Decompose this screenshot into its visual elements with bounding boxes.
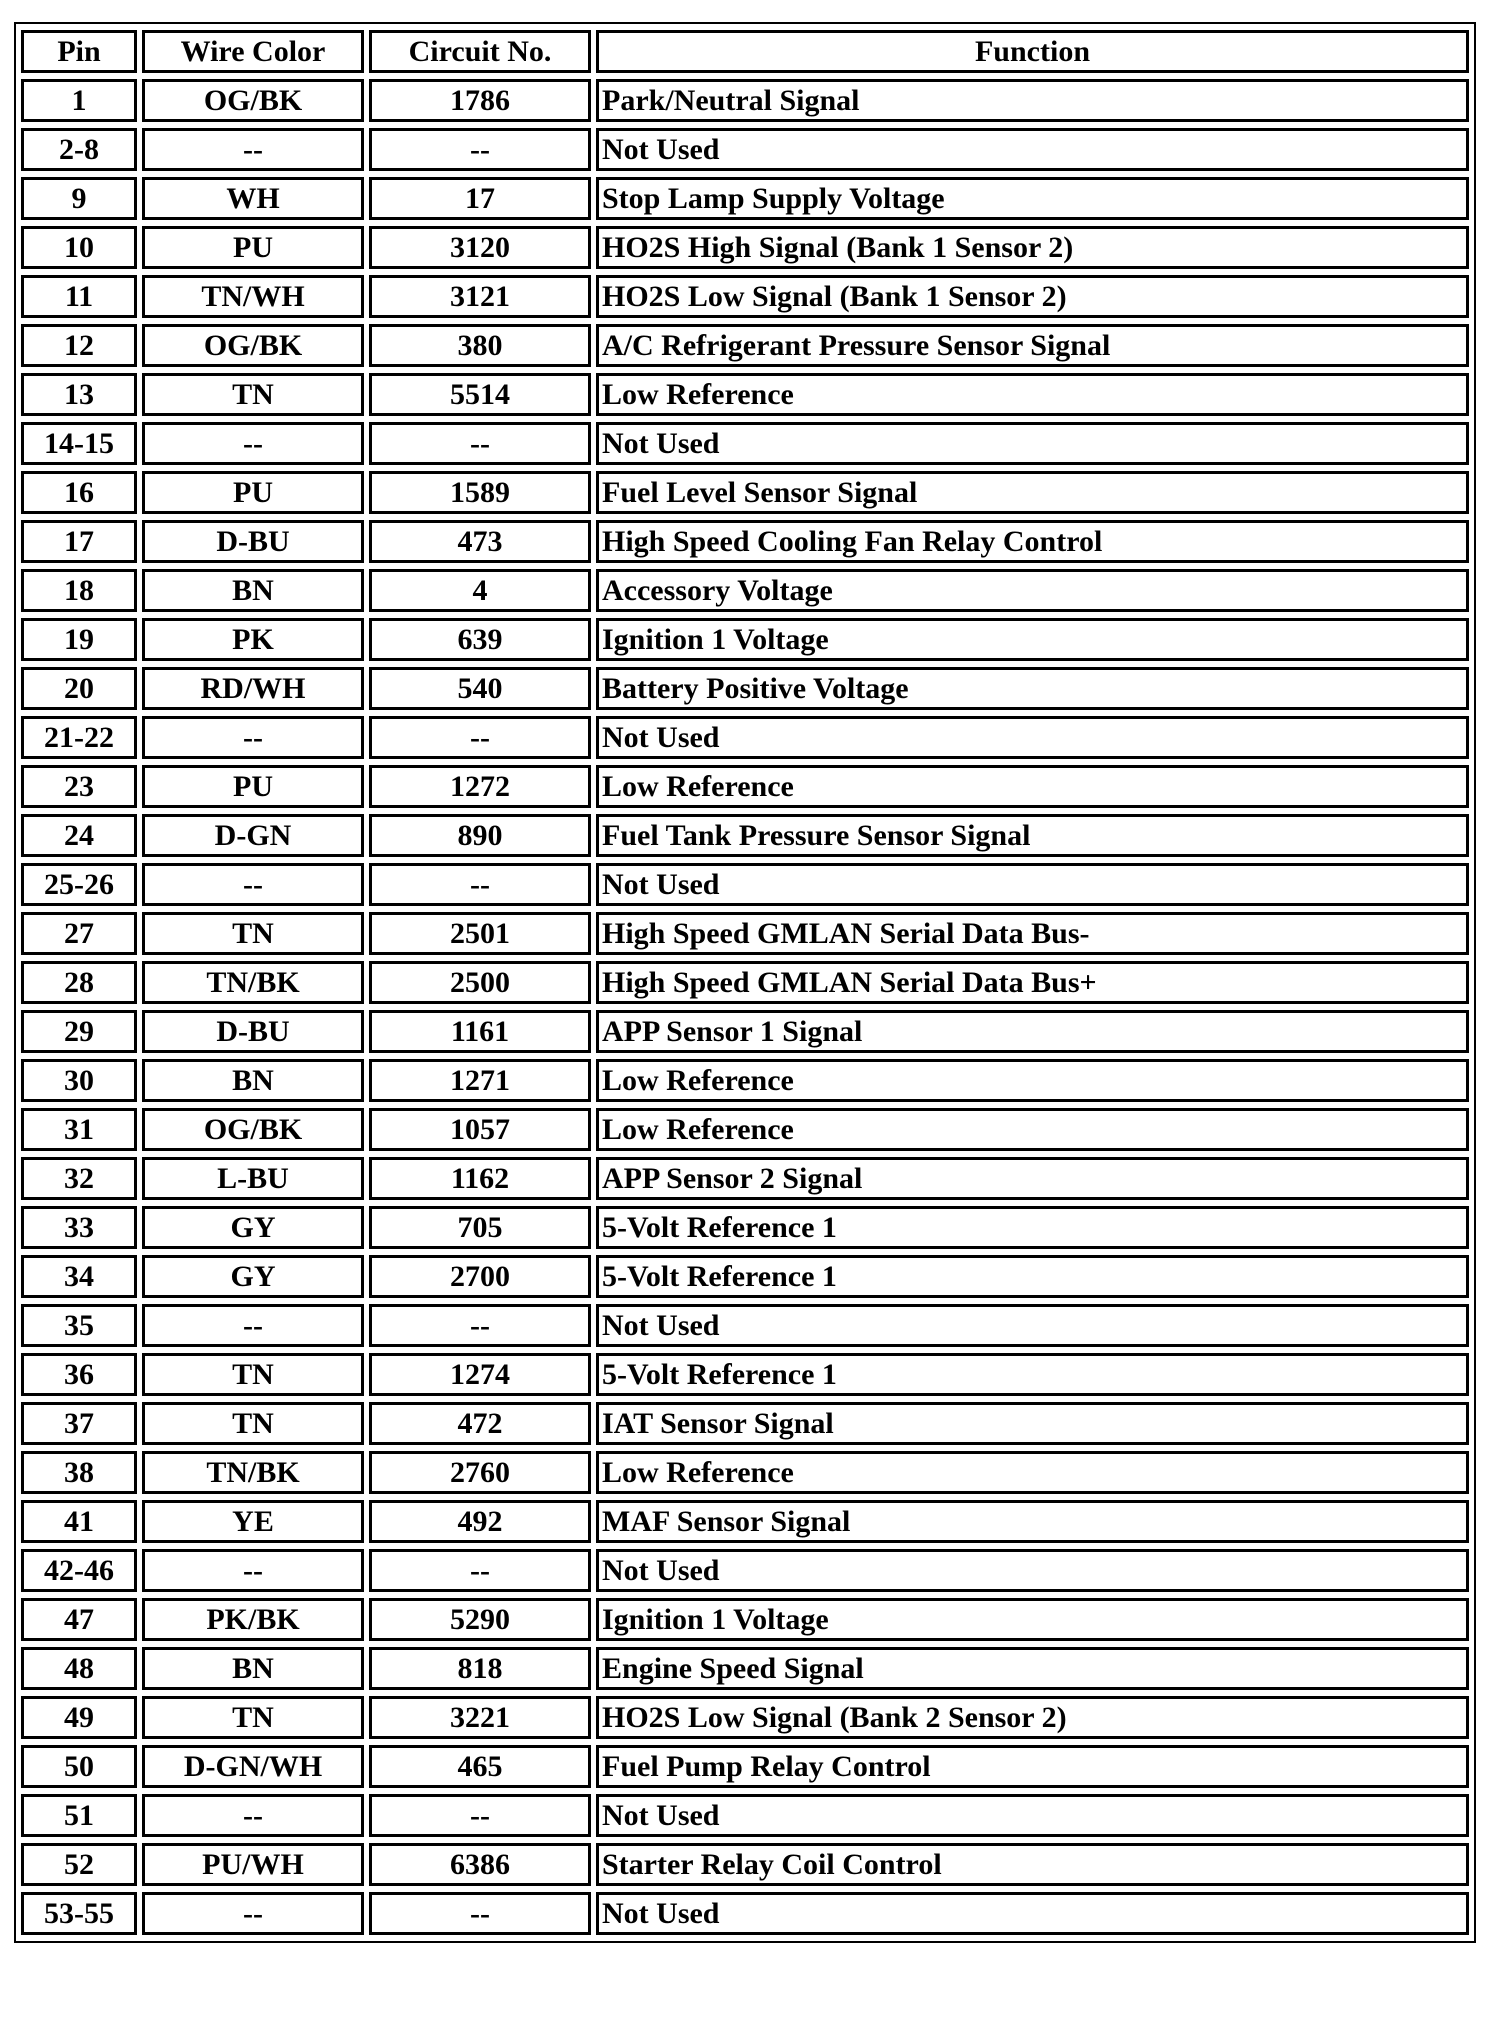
cell-wire-color: PK/BK: [142, 1598, 364, 1641]
cell-pin: 14-15: [21, 422, 137, 465]
cell-wire-color: BN: [142, 1059, 364, 1102]
table-row: [21, 1255, 1469, 1298]
cell-circuit-no: 3120: [369, 226, 591, 269]
cell-function: Not Used: [596, 1304, 1469, 1347]
cell-wire-color: --: [142, 1549, 364, 1592]
table-row: [21, 1108, 1469, 1151]
cell-circuit-no: 818: [369, 1647, 591, 1690]
cell-function: Fuel Tank Pressure Sensor Signal: [596, 814, 1469, 857]
cell-wire-color: D-BU: [142, 1010, 364, 1053]
table-row: [21, 863, 1469, 906]
table-row: [21, 1010, 1469, 1053]
pinout-table: [14, 22, 1476, 1943]
table-row: [21, 765, 1469, 808]
cell-pin: 29: [21, 1010, 137, 1053]
cell-function: Low Reference: [596, 373, 1469, 416]
cell-pin: 1: [21, 79, 137, 122]
table-row: [21, 1647, 1469, 1690]
cell-wire-color: TN/BK: [142, 1451, 364, 1494]
table-row: [21, 177, 1469, 220]
cell-function: IAT Sensor Signal: [596, 1402, 1469, 1445]
cell-circuit-no: 472: [369, 1402, 591, 1445]
table-row: [21, 1843, 1469, 1886]
cell-circuit-no: --: [369, 1794, 591, 1837]
cell-wire-color: TN: [142, 1402, 364, 1445]
cell-circuit-no: 2760: [369, 1451, 591, 1494]
table-row: [21, 1451, 1469, 1494]
cell-wire-color: --: [142, 863, 364, 906]
table-header: [21, 30, 1469, 73]
cell-function: Not Used: [596, 1794, 1469, 1837]
table-row: [21, 1157, 1469, 1200]
cell-circuit-no: 5290: [369, 1598, 591, 1641]
cell-circuit-no: --: [369, 128, 591, 171]
header-circuit-no: Circuit No.: [369, 30, 591, 73]
cell-pin: 30: [21, 1059, 137, 1102]
cell-circuit-no: 1057: [369, 1108, 591, 1151]
cell-wire-color: BN: [142, 1647, 364, 1690]
cell-function: A/C Refrigerant Pressure Sensor Signal: [596, 324, 1469, 367]
header-wire-color: Wire Color: [142, 30, 364, 73]
cell-pin: 31: [21, 1108, 137, 1151]
cell-pin: 47: [21, 1598, 137, 1641]
cell-wire-color: TN: [142, 1696, 364, 1739]
cell-wire-color: PU: [142, 765, 364, 808]
cell-pin: 19: [21, 618, 137, 661]
cell-wire-color: D-GN: [142, 814, 364, 857]
cell-function: Accessory Voltage: [596, 569, 1469, 612]
cell-function: Ignition 1 Voltage: [596, 618, 1469, 661]
table-row: [21, 569, 1469, 612]
cell-pin: 18: [21, 569, 137, 612]
cell-pin: 20: [21, 667, 137, 710]
cell-circuit-no: 1162: [369, 1157, 591, 1200]
table-row: [21, 716, 1469, 759]
header-row: [21, 30, 1469, 73]
table-row: [21, 1598, 1469, 1641]
cell-function: 5-Volt Reference 1: [596, 1255, 1469, 1298]
cell-circuit-no: --: [369, 1892, 591, 1935]
cell-circuit-no: --: [369, 863, 591, 906]
cell-function: APP Sensor 2 Signal: [596, 1157, 1469, 1200]
cell-wire-color: PK: [142, 618, 364, 661]
cell-wire-color: PU: [142, 471, 364, 514]
cell-function: HO2S High Signal (Bank 1 Sensor 2): [596, 226, 1469, 269]
cell-pin: 41: [21, 1500, 137, 1543]
cell-function: Ignition 1 Voltage: [596, 1598, 1469, 1641]
cell-pin: 28: [21, 961, 137, 1004]
cell-pin: 36: [21, 1353, 137, 1396]
cell-pin: 51: [21, 1794, 137, 1837]
cell-pin: 37: [21, 1402, 137, 1445]
table-row: [21, 1549, 1469, 1592]
table-row: [21, 226, 1469, 269]
cell-function: Low Reference: [596, 1451, 1469, 1494]
cell-function: 5-Volt Reference 1: [596, 1353, 1469, 1396]
table-row: [21, 520, 1469, 563]
table-row: [21, 1402, 1469, 1445]
cell-function: APP Sensor 1 Signal: [596, 1010, 1469, 1053]
cell-pin: 34: [21, 1255, 137, 1298]
cell-circuit-no: 540: [369, 667, 591, 710]
cell-function: High Speed GMLAN Serial Data Bus-: [596, 912, 1469, 955]
cell-wire-color: GY: [142, 1255, 364, 1298]
cell-pin: 33: [21, 1206, 137, 1249]
table-row: [21, 814, 1469, 857]
cell-wire-color: D-BU: [142, 520, 364, 563]
cell-wire-color: L-BU: [142, 1157, 364, 1200]
cell-pin: 17: [21, 520, 137, 563]
cell-pin: 50: [21, 1745, 137, 1788]
cell-pin: 16: [21, 471, 137, 514]
cell-pin: 21-22: [21, 716, 137, 759]
cell-circuit-no: 2500: [369, 961, 591, 1004]
cell-pin: 12: [21, 324, 137, 367]
cell-circuit-no: 3121: [369, 275, 591, 318]
cell-function: High Speed Cooling Fan Relay Control: [596, 520, 1469, 563]
cell-function: Battery Positive Voltage: [596, 667, 1469, 710]
table-body: [21, 79, 1469, 1935]
cell-wire-color: OG/BK: [142, 1108, 364, 1151]
cell-function: HO2S Low Signal (Bank 2 Sensor 2): [596, 1696, 1469, 1739]
cell-wire-color: WH: [142, 177, 364, 220]
table-row: [21, 961, 1469, 1004]
cell-circuit-no: 3221: [369, 1696, 591, 1739]
cell-wire-color: GY: [142, 1206, 364, 1249]
cell-function: Park/Neutral Signal: [596, 79, 1469, 122]
cell-function: Low Reference: [596, 1108, 1469, 1151]
cell-wire-color: --: [142, 716, 364, 759]
table-row: [21, 324, 1469, 367]
cell-pin: 24: [21, 814, 137, 857]
cell-circuit-no: 1161: [369, 1010, 591, 1053]
cell-function: Fuel Pump Relay Control: [596, 1745, 1469, 1788]
cell-wire-color: OG/BK: [142, 324, 364, 367]
cell-wire-color: OG/BK: [142, 79, 364, 122]
table-row: [21, 471, 1469, 514]
cell-function: Stop Lamp Supply Voltage: [596, 177, 1469, 220]
table-row: [21, 1353, 1469, 1396]
cell-pin: 52: [21, 1843, 137, 1886]
cell-circuit-no: 1786: [369, 79, 591, 122]
cell-wire-color: --: [142, 1304, 364, 1347]
cell-wire-color: TN: [142, 1353, 364, 1396]
cell-wire-color: YE: [142, 1500, 364, 1543]
cell-circuit-no: 4: [369, 569, 591, 612]
table-row: [21, 1892, 1469, 1935]
cell-circuit-no: 1271: [369, 1059, 591, 1102]
table-row: [21, 79, 1469, 122]
table-row: [21, 1500, 1469, 1543]
cell-function: Starter Relay Coil Control: [596, 1843, 1469, 1886]
cell-function: Engine Speed Signal: [596, 1647, 1469, 1690]
cell-wire-color: TN: [142, 373, 364, 416]
cell-pin: 53-55: [21, 1892, 137, 1935]
cell-function: 5-Volt Reference 1: [596, 1206, 1469, 1249]
table-row: [21, 1304, 1469, 1347]
cell-wire-color: RD/WH: [142, 667, 364, 710]
cell-circuit-no: 639: [369, 618, 591, 661]
cell-pin: 9: [21, 177, 137, 220]
cell-function: Low Reference: [596, 765, 1469, 808]
cell-circuit-no: --: [369, 716, 591, 759]
cell-wire-color: --: [142, 422, 364, 465]
cell-function: Low Reference: [596, 1059, 1469, 1102]
cell-circuit-no: 6386: [369, 1843, 591, 1886]
cell-pin: 25-26: [21, 863, 137, 906]
table-row: [21, 1206, 1469, 1249]
cell-function: Not Used: [596, 863, 1469, 906]
cell-pin: 13: [21, 373, 137, 416]
cell-pin: 35: [21, 1304, 137, 1347]
cell-circuit-no: 1274: [369, 1353, 591, 1396]
header-function: Function: [596, 30, 1469, 73]
cell-wire-color: TN: [142, 912, 364, 955]
cell-wire-color: --: [142, 1892, 364, 1935]
cell-wire-color: D-GN/WH: [142, 1745, 364, 1788]
cell-function: Not Used: [596, 716, 1469, 759]
cell-circuit-no: 492: [369, 1500, 591, 1543]
table-row: [21, 1745, 1469, 1788]
cell-wire-color: --: [142, 1794, 364, 1837]
cell-pin: 48: [21, 1647, 137, 1690]
cell-function: Not Used: [596, 1549, 1469, 1592]
cell-circuit-no: 17: [369, 177, 591, 220]
cell-circuit-no: 5514: [369, 373, 591, 416]
table-row: [21, 1059, 1469, 1102]
cell-pin: 2-8: [21, 128, 137, 171]
table-row: [21, 1696, 1469, 1739]
cell-circuit-no: 1589: [369, 471, 591, 514]
cell-wire-color: BN: [142, 569, 364, 612]
table-row: [21, 912, 1469, 955]
cell-wire-color: TN/WH: [142, 275, 364, 318]
cell-circuit-no: 2700: [369, 1255, 591, 1298]
cell-circuit-no: 705: [369, 1206, 591, 1249]
cell-circuit-no: 890: [369, 814, 591, 857]
cell-function: Not Used: [596, 128, 1469, 171]
cell-circuit-no: 2501: [369, 912, 591, 955]
table-row: [21, 667, 1469, 710]
table-row: [21, 618, 1469, 661]
cell-wire-color: TN/BK: [142, 961, 364, 1004]
cell-pin: 32: [21, 1157, 137, 1200]
header-pin: Pin: [21, 30, 137, 73]
table-row: [21, 128, 1469, 171]
cell-wire-color: PU: [142, 226, 364, 269]
cell-function: Fuel Level Sensor Signal: [596, 471, 1469, 514]
table-row: [21, 422, 1469, 465]
cell-circuit-no: --: [369, 1304, 591, 1347]
table-row: [21, 373, 1469, 416]
cell-pin: 42-46: [21, 1549, 137, 1592]
cell-function: HO2S Low Signal (Bank 1 Sensor 2): [596, 275, 1469, 318]
cell-function: MAF Sensor Signal: [596, 1500, 1469, 1543]
cell-function: High Speed GMLAN Serial Data Bus+: [596, 961, 1469, 1004]
table-row: [21, 275, 1469, 318]
cell-wire-color: PU/WH: [142, 1843, 364, 1886]
table-row: [21, 1794, 1469, 1837]
cell-wire-color: --: [142, 128, 364, 171]
cell-pin: 23: [21, 765, 137, 808]
cell-pin: 49: [21, 1696, 137, 1739]
cell-pin: 27: [21, 912, 137, 955]
cell-circuit-no: --: [369, 1549, 591, 1592]
cell-circuit-no: 465: [369, 1745, 591, 1788]
cell-circuit-no: 1272: [369, 765, 591, 808]
cell-function: Not Used: [596, 1892, 1469, 1935]
cell-circuit-no: 473: [369, 520, 591, 563]
cell-function: Not Used: [596, 422, 1469, 465]
cell-pin: 10: [21, 226, 137, 269]
cell-circuit-no: --: [369, 422, 591, 465]
pinout-sheet: [14, 22, 1476, 1943]
cell-pin: 11: [21, 275, 137, 318]
cell-circuit-no: 380: [369, 324, 591, 367]
cell-pin: 38: [21, 1451, 137, 1494]
